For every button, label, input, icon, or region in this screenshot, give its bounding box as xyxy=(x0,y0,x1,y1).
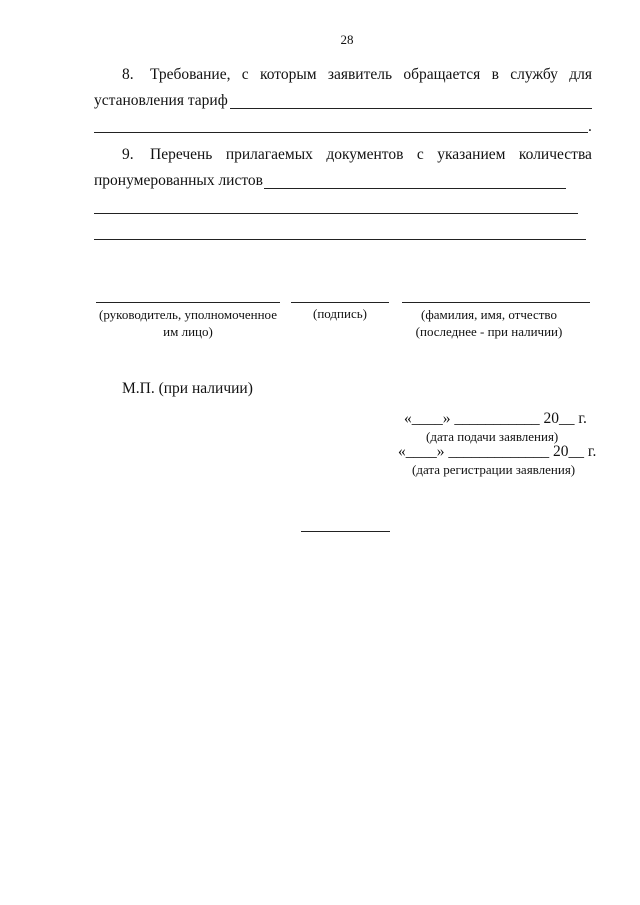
item-8-word: в xyxy=(491,66,499,83)
stamp-label: М.П. (при наличии) xyxy=(122,380,253,397)
name-caption xyxy=(393,306,585,340)
item-8-word: службу xyxy=(510,66,558,83)
role-caption xyxy=(96,306,280,340)
item-9-word: количества xyxy=(518,146,592,163)
filing-date-row: «____» ___________ 20__ г. xyxy=(404,410,587,427)
role-signature-line xyxy=(96,302,280,303)
item-8-word: с xyxy=(241,66,249,83)
name-caption-line: (последнее - при наличии) xyxy=(415,324,563,339)
registration-date-row: «____» _____________ 20__ г. xyxy=(398,443,597,460)
item-8-number: 8. xyxy=(122,66,134,83)
item-8-second-line: установления тариф xyxy=(94,92,228,109)
item-8-end-mark: . xyxy=(588,118,592,135)
item-9-number: 9. xyxy=(122,146,134,163)
signature-caption: (подпись) xyxy=(313,306,367,321)
item-9-fill-line xyxy=(94,239,586,240)
role-caption-line: им лицо) xyxy=(163,324,213,339)
page-number: 28 xyxy=(340,32,354,47)
item-8-fill-line xyxy=(94,132,588,133)
item-8-fill-line xyxy=(230,108,592,109)
item-9-second-line: пронумерованных листов xyxy=(94,172,263,189)
registration-date-caption: (дата регистрации заявления) xyxy=(412,462,576,477)
item-9-word: Перечень xyxy=(150,146,213,163)
item-9-word: документов xyxy=(326,146,404,163)
name-signature-line xyxy=(402,302,590,303)
item-8-word: заявитель xyxy=(327,66,393,83)
name-caption-line: (фамилия, имя, отчество xyxy=(421,307,557,322)
end-separator-line xyxy=(301,531,390,532)
item-8-word: для xyxy=(569,66,592,83)
item-9-word: указанием xyxy=(437,146,506,163)
item-8-word: обращается xyxy=(403,66,481,83)
item-8-word: которым xyxy=(259,66,317,83)
item-8-word: Требование, xyxy=(150,66,231,83)
item-9-word: прилагаемых xyxy=(225,146,313,163)
signature-line xyxy=(291,302,389,303)
filing-date-caption: (дата подачи заявления) xyxy=(426,429,559,444)
item-9-fill-line xyxy=(264,188,566,189)
role-caption-line: (руководитель, уполномоченное xyxy=(99,307,277,322)
item-9-fill-line xyxy=(94,213,578,214)
item-8-first-line xyxy=(150,66,592,84)
item-9-word: с xyxy=(416,146,424,163)
item-9-first-line xyxy=(150,146,592,164)
